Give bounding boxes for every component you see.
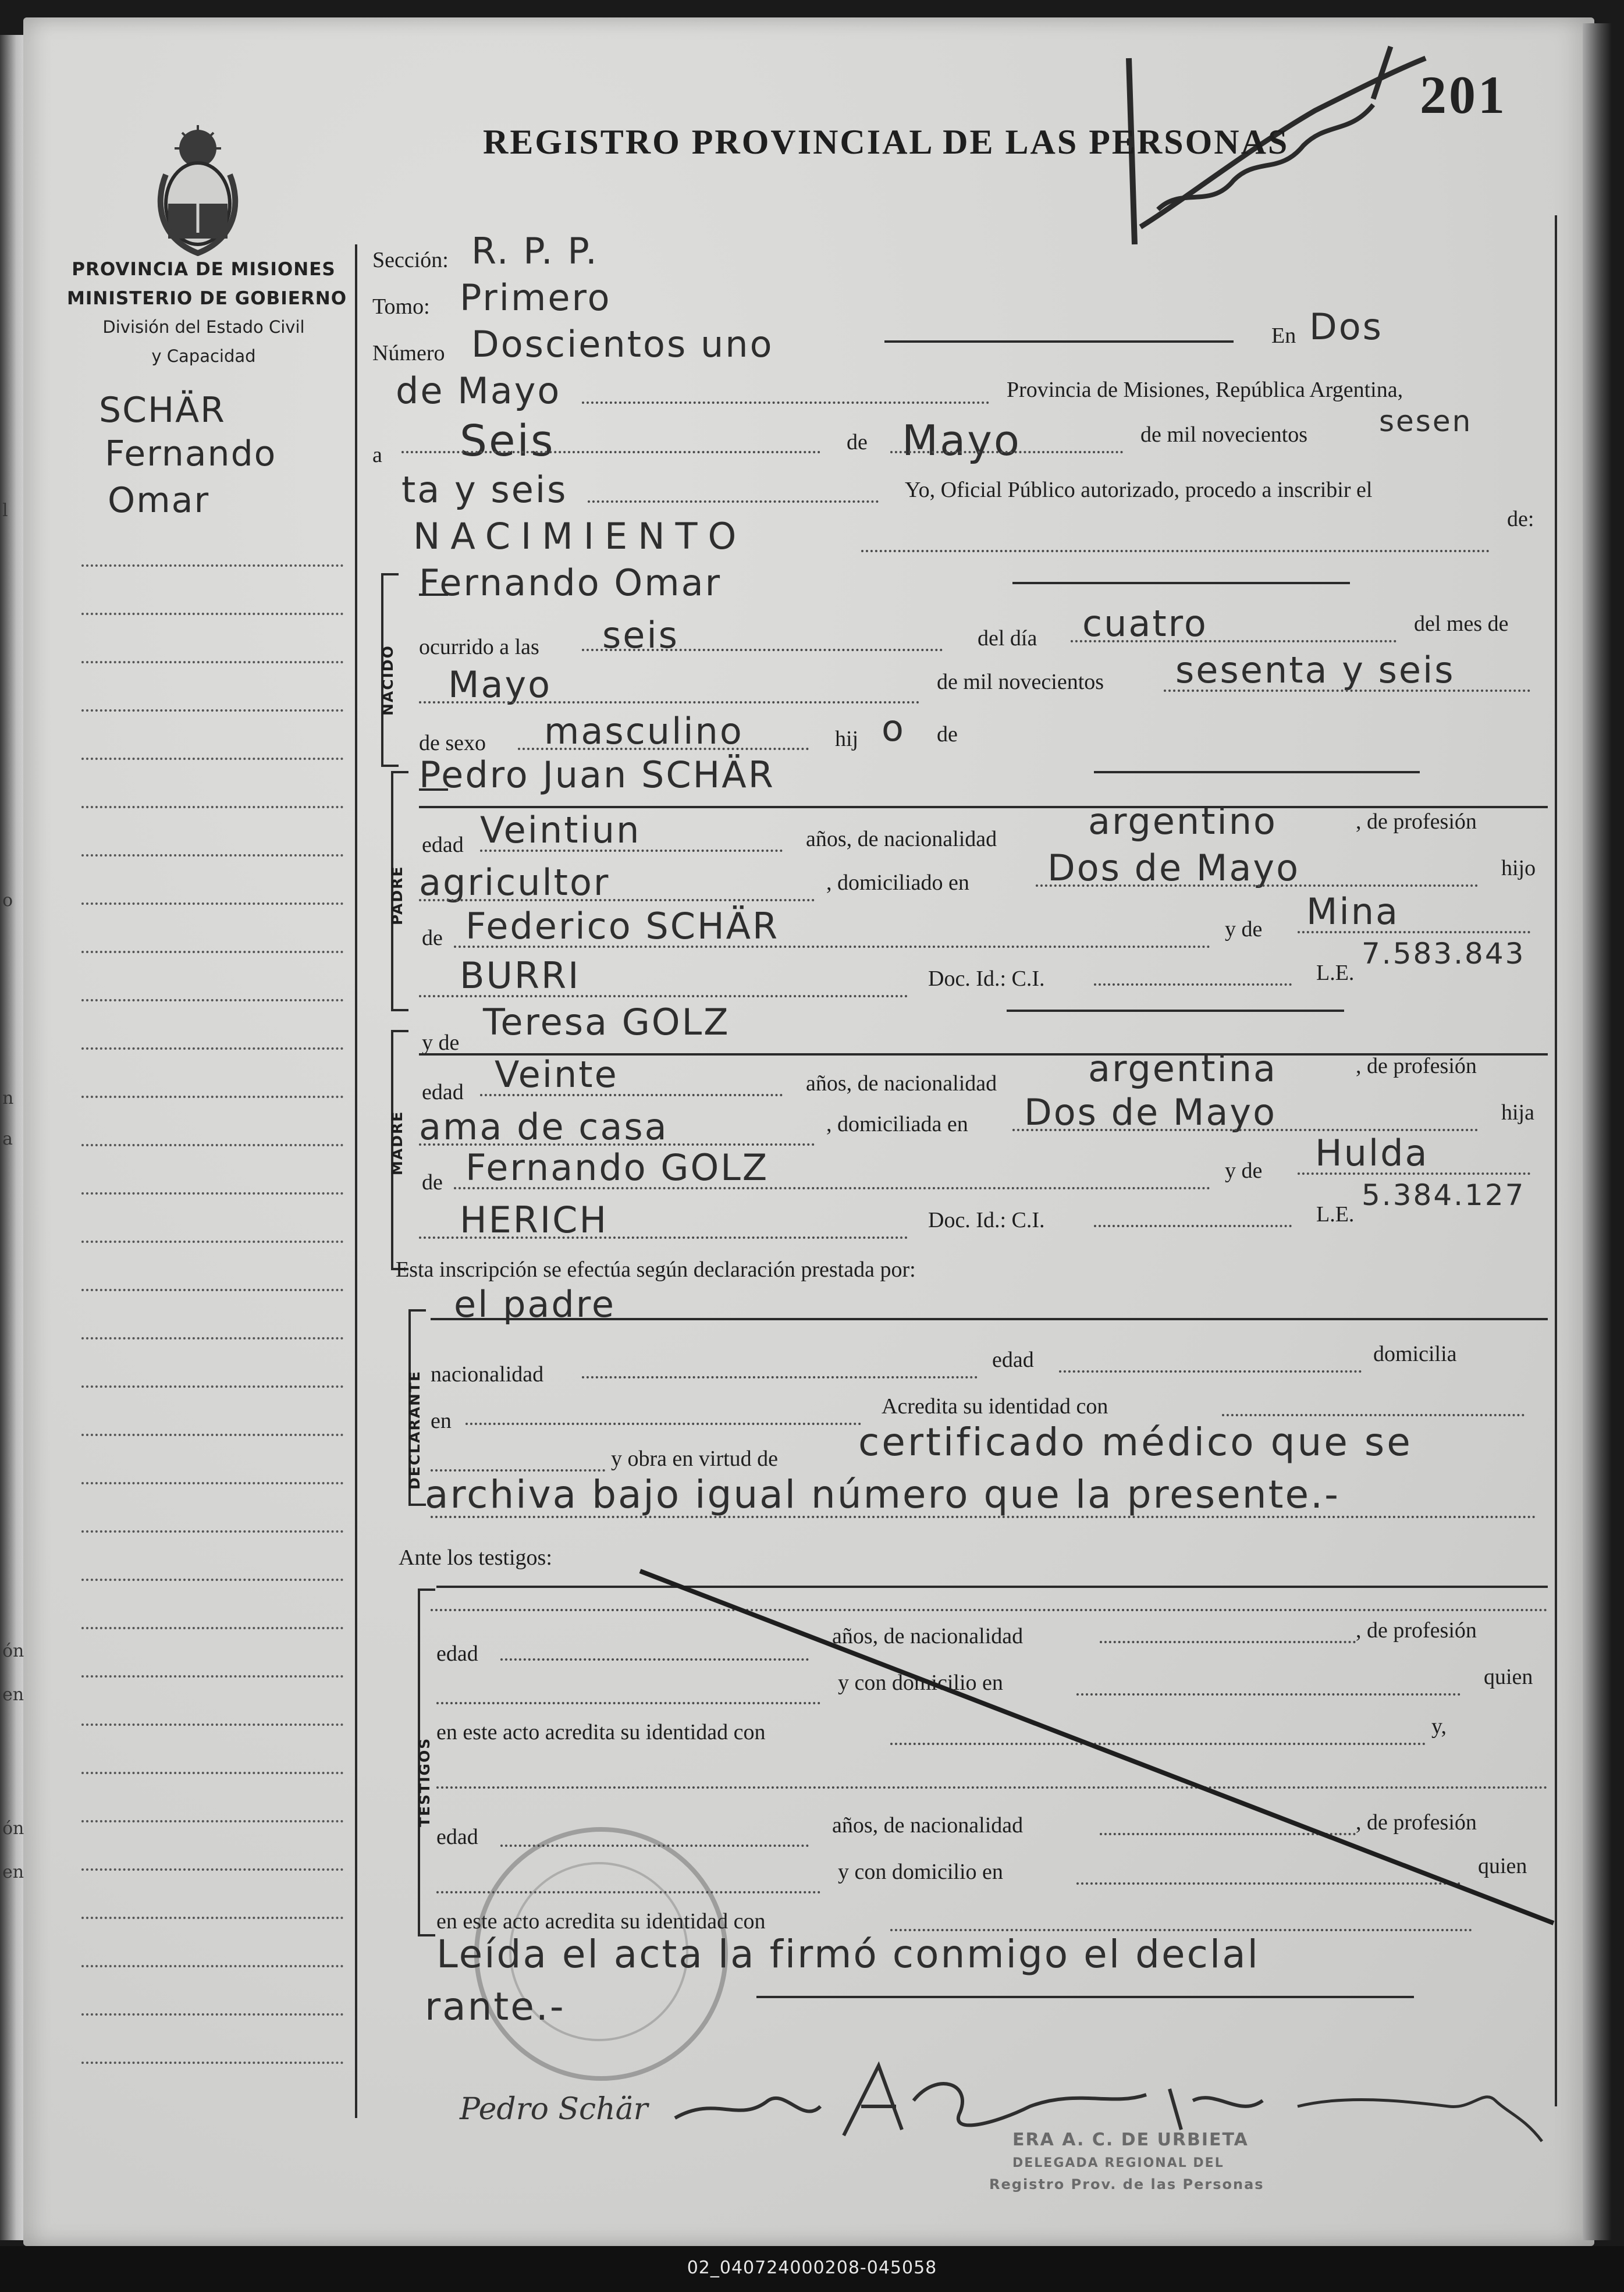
label-doc-id: Doc. Id.: C.I. [928,966,1045,991]
field-madre-edad: Veinte [495,1053,619,1096]
footer-code: 02_040724000208-045058 [687,2258,937,2278]
margin-dotted-line [81,1579,343,1581]
margin-dotted-line [81,951,343,953]
margin-dotted-line [81,999,343,1001]
header-capacity: y Capacidad [151,346,256,366]
label-testigo2-anos: años, de nacionalidad [832,1813,1024,1838]
label-le: L.E. [1316,961,1355,985]
field-hora: seis [602,614,679,656]
field-madre-madre-b: HERICH [460,1199,609,1241]
dotted-line [1094,983,1292,986]
edge-fragment: en [2,1685,24,1705]
label-de-mil-2: de mil novecientos [937,670,1104,694]
margin-dotted-line [81,1820,343,1822]
dotted-line [1298,1172,1530,1175]
label-edad: edad [422,833,464,857]
field-mes-inscripcion: Mayo [902,416,1021,465]
argentine-coat-of-arms-icon [148,122,247,256]
rule-line [1007,1010,1344,1012]
edge-fragment: en [2,1862,24,1882]
label-de-profesion-madre: , de profesión [1356,1054,1477,1078]
label-testigo1-edad: edad [436,1641,478,1666]
margin-dotted-line [81,1965,343,1967]
field-declarante: el padre [454,1283,616,1326]
label-ocurrido: ocurrido a las [419,635,539,659]
rule-line [884,340,1234,343]
label-a: a [372,443,382,467]
field-madre-madre-a: Hulda [1315,1132,1429,1174]
field-sexo: masculino [544,710,744,752]
document-title: REGISTRO PROVINCIAL DE LAS PERSONAS [483,123,1289,161]
field-padre-padre: Federico SCHÄR [465,905,780,947]
margin-dotted-line [81,2013,343,2016]
rule-dash [419,788,448,791]
rule-line [1094,771,1420,773]
field-anio-b: ta y seis [401,468,568,511]
field-madre-nac: argentina [1088,1047,1278,1090]
margin-dotted-line [81,1434,343,1436]
label-testigo1-anos: años, de nacionalidad [832,1624,1024,1648]
field-dia-inscripcion: Seis [460,416,555,466]
label-en-declarante: en [431,1409,452,1433]
dotted-line [431,1516,1536,1518]
field-cierre-a: Leída el acta la firmó conmigo el declal [436,1932,1260,1977]
dotted-line [588,500,879,503]
edge-fragment: a [2,1129,13,1149]
margin-dotted-line [81,1917,343,1919]
margin-dotted-line [81,806,343,808]
dotted-line [582,1376,978,1378]
field-padre-edad: Veintiun [480,809,641,851]
margin-divider [355,244,357,2118]
field-madre-nombre: Teresa GOLZ [483,1001,730,1043]
field-mes-nac: Mayo [448,663,552,706]
margin-dotted-line [81,758,343,760]
label-edad-madre: edad [422,1080,464,1104]
field-acto: NACIMIENTO [413,515,747,557]
label-acredita: Acredita su identidad con [882,1394,1108,1419]
margin-dotted-line [81,1047,343,1050]
edge-fragment: ón [2,1818,24,1839]
field-nombre-nacido: Fernando Omar [419,562,722,604]
label-del-mes: del mes de [1414,612,1509,636]
dotted-line [582,649,943,651]
dotted-line [431,1469,605,1472]
field-padre-nombre: Pedro Juan SCHÄR [419,754,775,796]
field-hij-suffix: o [882,707,905,749]
dotted-line [419,701,919,703]
header-division: División del Estado Civil [102,317,305,337]
edge-fragment: o [2,890,13,911]
margin-dotted-line [81,1675,343,1678]
margin-dotted-line [81,1289,343,1291]
rule-dash [419,594,448,596]
cancel-diagonal-line [628,1565,1559,1932]
dotted-line [1094,1225,1292,1227]
margin-dotted-line [81,661,343,663]
field-obra-b: archiva bajo igual número que la presente.- [425,1472,1340,1517]
dotted-line [419,1143,815,1146]
dotted-line [890,451,1123,453]
label-domicilia: domicilia [1373,1342,1457,1366]
margin-dotted-line [81,1868,343,1871]
field-anio-nac: sesenta y seis [1175,649,1455,691]
dotted-line [1071,640,1396,642]
field-en: Dos [1309,305,1383,348]
label-le-madre: L.E. [1316,1202,1355,1227]
label-anos-nac: años, de nacionalidad [806,827,997,851]
field-dia-nac: cuatro [1082,602,1208,645]
field-seccion: R. P. P. [471,230,599,272]
field-madre-prof: ama de casa [419,1106,669,1148]
label-testigo1-acredita: en este acto acredita su identidad con [436,1720,766,1744]
dotted-line [401,451,820,453]
label-testigo2-acredita: en este acto acredita su identidad con [436,1909,766,1934]
field-tomo: Primero [460,276,612,319]
margin-dotted-line [81,1337,343,1339]
stamp-name: ERA A. C. DE URBIETA [1012,2130,1249,2150]
field-padre-madre-a: Mina [1306,890,1400,933]
dotted-line [419,899,815,901]
book-binding-edge [1583,23,1612,2240]
dotted-line [454,946,1210,948]
label-nacionalidad: nacionalidad [431,1362,544,1387]
label-numero: Número [372,341,445,365]
dotted-line [1298,931,1530,933]
dotted-line [1222,1414,1525,1416]
rule-line [431,1318,1548,1320]
label-tomo: Tomo: [372,294,430,319]
edge-fragment: ón [2,1641,24,1661]
label-anos-nac-madre: años, de nacionalidad [806,1071,997,1096]
section-testigos: TESTIGOS [416,1737,433,1827]
margin-dotted-line [81,1096,343,1098]
rule-line [1012,582,1350,584]
dotted-line [582,401,989,404]
field-padre-prof: agricultor [419,861,610,904]
margin-dotted-line [81,1144,343,1146]
field-padre-dom: Dos de Mayo [1047,847,1300,889]
margin-dotted-line [81,564,343,567]
field-numero: Doscientos uno [471,323,774,365]
dotted-line [480,850,783,852]
label-testigo1-coma: y, [1431,1714,1447,1739]
stamp-org: Registro Prov. de las Personas [989,2176,1264,2192]
margin-dotted-line [81,2062,343,2064]
field-madre-le: 5.384.127 [1362,1178,1526,1212]
field-padre-nac: argentino [1088,800,1277,843]
label-hija: hija [1501,1100,1534,1125]
margin-dotted-line [81,902,343,905]
section-nacido: NACIDO [379,645,396,716]
dotted-line [1012,1129,1478,1131]
margin-dotted-line [81,1772,343,1774]
label-provincia: Provincia de Misiones, República Argentina, [1007,378,1403,402]
dotted-line [454,1187,1210,1189]
margin-first-name: Fernando [105,433,277,474]
dotted-line [518,748,809,750]
dotted-line [480,1094,783,1096]
dotted-line [1164,690,1530,692]
label-ante-testigos: Ante los testigos: [399,1545,552,1570]
field-lugar: de Mayo [396,369,562,412]
margin-dotted-line [81,1385,343,1388]
label-doc-id-madre: Doc. Id.: C.I. [928,1208,1045,1232]
dotted-line [419,995,908,997]
margin-dotted-line [81,1724,343,1726]
signature-declarante: Pedro Schär [460,2092,648,2127]
rule-line [419,806,1548,808]
label-hij: hij [835,727,859,751]
field-padre-le: 7.583.843 [1362,937,1526,971]
label-obra-virtud: y obra en virtud de [611,1447,779,1471]
field-padre-madre-b: BURRI [460,954,581,997]
dotted-line [861,550,1490,552]
field-madre-dom: Dos de Mayo [1024,1091,1277,1133]
margin-dotted-line [81,1482,343,1484]
label-hijo: hijo [1501,856,1536,880]
label-testigo2-quien: quien [1478,1854,1527,1878]
section-declarante: DECLARANTE [406,1370,423,1490]
label-domiciliado: , domiciliado en [826,870,969,895]
field-cierre-b: rante.- [425,1984,566,2029]
label-testigo1-quien: quien [1484,1665,1533,1689]
margin-dotted-line [81,613,343,615]
field-anio-a: sesen [1379,404,1473,438]
dotted-line [1059,1370,1362,1373]
margin-dotted-line [81,854,343,857]
label-testigo2-edad: edad [436,1825,478,1849]
label-de-colon: de: [1507,507,1534,531]
label-seccion: Sección: [372,248,449,272]
header-province: PROVINCIA DE MISIONES [72,259,336,280]
label-testigo2-domicilio: y con domicilio en [838,1860,1003,1884]
dotted-line [419,1236,908,1239]
label-testigo1-domicilio: y con domicilio en [838,1671,1003,1695]
label-inscripcion: Esta inscripción se efectúa según declaración prestada por: [396,1257,916,1282]
margin-surname: SCHÄR [99,390,226,431]
label-de-sexo: de sexo [419,731,486,755]
label-en: En [1271,324,1296,348]
label-de-madre: de [422,1170,443,1195]
margin-dotted-line [81,709,343,712]
edge-fragment: l [2,500,8,521]
margin-dotted-line [81,1241,343,1243]
margin-second-name: Omar [108,480,210,521]
label-del-dia: del día [978,626,1037,651]
dotted-line [1036,884,1478,887]
label-de-mil: de mil novecientos [1140,422,1308,447]
margin-dotted-line [81,1627,343,1629]
dotted-line [465,1423,861,1425]
label-y-de-madre: y de [1225,1159,1263,1183]
label-de-profesion: , de profesión [1356,809,1477,834]
rule-line [756,1996,1414,1998]
margin-dotted-line [81,1192,343,1195]
label-testigo2-prof: , de profesión [1356,1810,1477,1835]
label-domiciliada: , domiciliada en [826,1112,968,1136]
label-yo-oficial: Yo, Oficial Público autorizado, procedo a inscribir el [905,478,1373,502]
label-de-3: de [422,926,443,950]
label-y-de-2: y de [422,1030,460,1055]
stamp-role: DELEGADA REGIONAL DEL [1012,2156,1224,2170]
edge-fragment: n [2,1088,14,1108]
section-padre: PADRE [389,865,406,925]
page-number: 201 [1420,65,1507,125]
margin-dotted-line [81,1530,343,1533]
field-obra-a: certificado médico que se [858,1420,1413,1465]
label-de: de [847,430,868,454]
label-de-2: de [937,722,958,747]
label-y-de: y de [1225,917,1263,941]
label-testigo1-prof: , de profesión [1356,1618,1477,1643]
section-madre: MADRE [389,1110,406,1175]
field-madre-padre: Fernando GOLZ [465,1146,769,1189]
header-ministry: MINISTERIO DE GOBIERNO [67,288,347,309]
label-edad-declarante: edad [992,1348,1034,1372]
